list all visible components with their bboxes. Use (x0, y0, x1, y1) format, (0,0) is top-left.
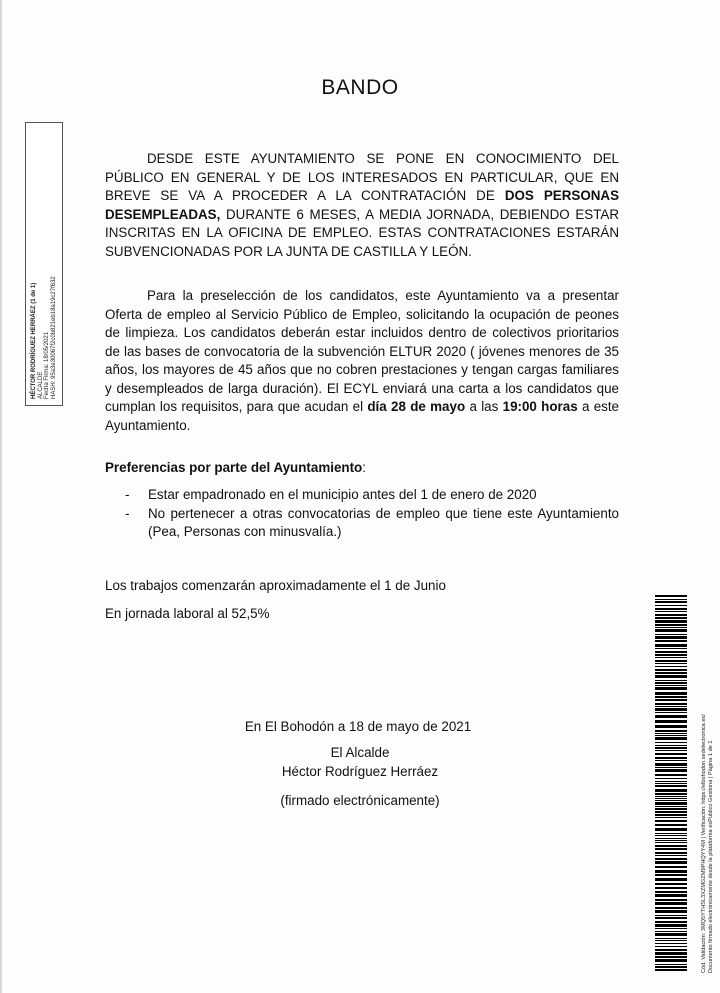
signature-note: (firmado electrónicamente) (280, 793, 440, 808)
barcode-bar (655, 750, 687, 751)
list-item-text: Estar empadronado en el municipio antes del 1 de enero de 2020 (148, 487, 537, 502)
barcode-bar (655, 747, 687, 749)
barcode-bar (655, 785, 687, 787)
barcode-bar (655, 858, 687, 860)
barcode-bar (655, 657, 687, 658)
bullet-dash: - (125, 505, 130, 521)
barcode-bar (655, 798, 687, 799)
barcode-bar (655, 763, 687, 766)
selection-paragraph (105, 287, 619, 435)
barcode-bar (655, 894, 687, 897)
barcode-bar (655, 634, 687, 635)
validation-barcode (655, 595, 687, 973)
preferences-colon: : (362, 460, 366, 475)
barcode-bar (655, 651, 687, 653)
start-date-line: Los trabajos comenzarán aproximadamente el 1 de Junio (105, 578, 446, 593)
barcode-bar (655, 820, 687, 822)
barcode-bar (655, 838, 687, 839)
barcode-bar (655, 817, 687, 818)
barcode-bar (655, 931, 687, 932)
barcode-bar (655, 899, 687, 901)
barcode-bar (655, 924, 687, 927)
meeting-time: 19:00 horas (502, 399, 578, 414)
barcode-bar (655, 611, 687, 612)
barcode-bar (655, 783, 687, 784)
barcode-bar (655, 769, 687, 772)
place-date: En El Bohodón a 18 de mayo de 2021 (244, 719, 472, 734)
barcode-bar (655, 712, 687, 713)
barcode-bar (655, 938, 687, 939)
barcode-bar (655, 595, 687, 597)
barcode-bar (655, 648, 687, 649)
list-item-text: No pertenecer a otras convocatorias de empleo que tiene este Ayuntamiento (Pea, Personas con minusvalía.) (148, 505, 619, 539)
barcode-bar (655, 855, 687, 856)
barcode-bar (655, 778, 687, 779)
barcode-bar (655, 601, 687, 603)
barcode-bar (655, 660, 687, 662)
barcode-bar (655, 796, 687, 797)
stamp-role: ALCALDE (37, 371, 44, 399)
barcode-bar (655, 833, 687, 834)
barcode-bar (655, 725, 687, 728)
list-item (105, 486, 619, 505)
barcode-bar (655, 814, 687, 816)
signature-stamp (25, 122, 63, 406)
barcode-bar (655, 672, 687, 674)
barcode-bar (655, 742, 687, 743)
barcode-bar (655, 608, 687, 610)
barcode-bar (655, 753, 687, 755)
barcode-bar (655, 617, 687, 619)
verification-platform: Documento firmado electrónicamente desde la plataforma esPublico Gestiona | Página 1 de 1 (708, 740, 714, 973)
barcode-bar (655, 605, 687, 606)
barcode-bar (655, 949, 687, 951)
barcode-bar (655, 887, 687, 889)
barcode-bar (655, 943, 687, 944)
schedule-line: En jornada laboral al 52,5% (105, 606, 270, 621)
barcode-bar (655, 861, 687, 864)
barcode-bar (655, 675, 687, 678)
paragraph-bold-text: DOS PERSONAS DESEMPLEADAS, (105, 188, 620, 222)
barcode-bar (655, 733, 687, 734)
barcode-bar (655, 696, 687, 698)
barcode-bar (655, 666, 687, 667)
document-title: BANDO (321, 76, 399, 99)
barcode-bar (655, 654, 687, 656)
stamp-hash: HASH: 95a3e30067f2c0b821eb18a19c27f632 (50, 276, 57, 399)
stamp-date: Fecha Firma: 18/05/2021 (44, 331, 50, 399)
barcode-bar (655, 793, 687, 795)
paragraph-text: Para la preselección de los candidatos, este Ayuntamiento va a presentar Oferta de empleo al Servicio Público de Empleo, solicitando la ocupación de peones de limpieza. Los candidatos deberán estar incluidos dentro de colectivos prioritarios de las bases de convocatoria de la subvención ELTUR 2020 ( jóvenes menores de 35 años, los mayores de 45 años que no cobren prestaciones y tengan cargas familiares y desempleados de larga duración). El ECYL enviará una carta a los candidatos que cumplan los requisitos, para que acudan el (105, 288, 619, 414)
barcode-bar (655, 921, 687, 923)
paragraph-text: DURANTE 6 MESES, A MEDIA JORNADA, DEBIENDO ESTAR INSCRITAS EN LA OFICINA DE EMPLEO. ESTAS CONTRATACIONES ESTARÁN SUBVENCIONADAS POR LA JUNTA DE CASTILLA Y LEÓN. (105, 206, 619, 259)
barcode-bar (655, 870, 687, 873)
barcode-bar (655, 891, 687, 893)
barcode-bar (655, 902, 687, 905)
barcode-bar (655, 883, 687, 885)
barcode-bar (655, 866, 687, 868)
meeting-date: día 28 de mayo (367, 399, 466, 414)
barcode-bar (655, 907, 687, 909)
barcode-bar (655, 644, 687, 647)
preferences-list (105, 486, 619, 542)
paragraph-text: a este Ayuntamiento. (105, 399, 620, 433)
barcode-bar (655, 852, 687, 854)
barcode-bar (655, 663, 687, 664)
barcode-bar (655, 614, 687, 616)
signer-name: Héctor Rodríguez Herráez (281, 764, 439, 779)
barcode-bar (655, 685, 687, 686)
barcode-bar (655, 730, 687, 732)
barcode-bar (655, 781, 687, 782)
barcode-bar (655, 878, 687, 881)
barcode-bar (655, 624, 687, 626)
barcode-bar (655, 940, 687, 941)
barcode-bar (655, 928, 687, 929)
barcode-bar (655, 933, 687, 936)
barcode-bar (655, 715, 687, 718)
barcode-bar (655, 599, 687, 600)
barcode-bar (655, 699, 687, 701)
list-item (105, 505, 619, 542)
barcode-bar (655, 737, 687, 740)
barcode-bar (655, 669, 687, 671)
barcode-bar (655, 774, 687, 776)
barcode-bar (655, 808, 687, 810)
barcode-bar (655, 845, 687, 847)
barcode-bar (655, 629, 687, 632)
barcode-bar (655, 917, 687, 919)
barcode-bar (655, 840, 687, 841)
announcement-paragraph (105, 150, 619, 261)
barcode-bar (655, 964, 687, 965)
verification-code: Cód. Validación: 3MQ5YTHSL3XZMGZM9PHQYY4M | Verificación: https://elbohodon.sedelectronica.es/ (701, 714, 707, 973)
barcode-bar (655, 757, 687, 759)
signer-role: El Alcalde (330, 745, 390, 760)
barcode-bar (655, 682, 687, 684)
barcode-bar (655, 952, 687, 955)
barcode-bar (655, 956, 687, 958)
paragraph-text: DESDE ESTE AYUNTAMIENTO SE PONE EN CONOCIMIENTO DEL PÚBLICO EN GENERAL Y DE LOS INTERESADOS EN PARTICULAR, QUE EN BREVE SE VA A PROCEDER A LA CONTRATACIÓN DE (105, 151, 619, 203)
barcode-bar (655, 760, 687, 761)
barcode-bar (655, 959, 687, 962)
paragraph-text: a las (465, 399, 503, 414)
barcode-bar (655, 687, 687, 690)
barcode-bar (655, 915, 687, 916)
barcode-bar (655, 824, 687, 826)
preferences-heading-text: Preferencias por parte del Ayuntamiento (105, 460, 363, 475)
barcode-bar (655, 828, 687, 831)
barcode-bar (655, 966, 687, 968)
barcode-bar (655, 692, 687, 695)
barcode-bar (655, 745, 687, 746)
barcode-bar (655, 767, 687, 768)
barcode-bar (655, 789, 687, 792)
barcode-bar (655, 735, 687, 736)
barcode-bar (655, 848, 687, 850)
barcode-bar (655, 620, 687, 623)
barcode-bar (655, 806, 687, 807)
page-edge (0, 0, 2, 993)
barcode-bar (655, 720, 687, 723)
barcode-bar (655, 811, 687, 813)
barcode-bar (655, 874, 687, 876)
barcode-bar (655, 680, 687, 681)
stamp-signer: HÉCTOR RODRÍGUEZ HERRÁEZ (1 de 1) (30, 282, 37, 399)
preferences-heading (105, 459, 619, 478)
barcode-bar (655, 708, 687, 711)
barcode-bar (655, 969, 687, 971)
barcode-bar (655, 640, 687, 642)
barcode-bar (655, 800, 687, 801)
verification-text (698, 595, 718, 973)
barcode-bar (655, 703, 687, 705)
bullet-dash: - (125, 487, 130, 502)
barcode-bar (655, 802, 687, 805)
barcode-bar (655, 627, 687, 628)
barcode-bar (655, 842, 687, 843)
barcode-bar (655, 706, 687, 707)
stamp-text (31, 129, 57, 399)
barcode-bar (655, 910, 687, 913)
barcode-bar (655, 946, 687, 947)
barcode-bar (655, 636, 687, 639)
barcode-bar (655, 835, 687, 836)
